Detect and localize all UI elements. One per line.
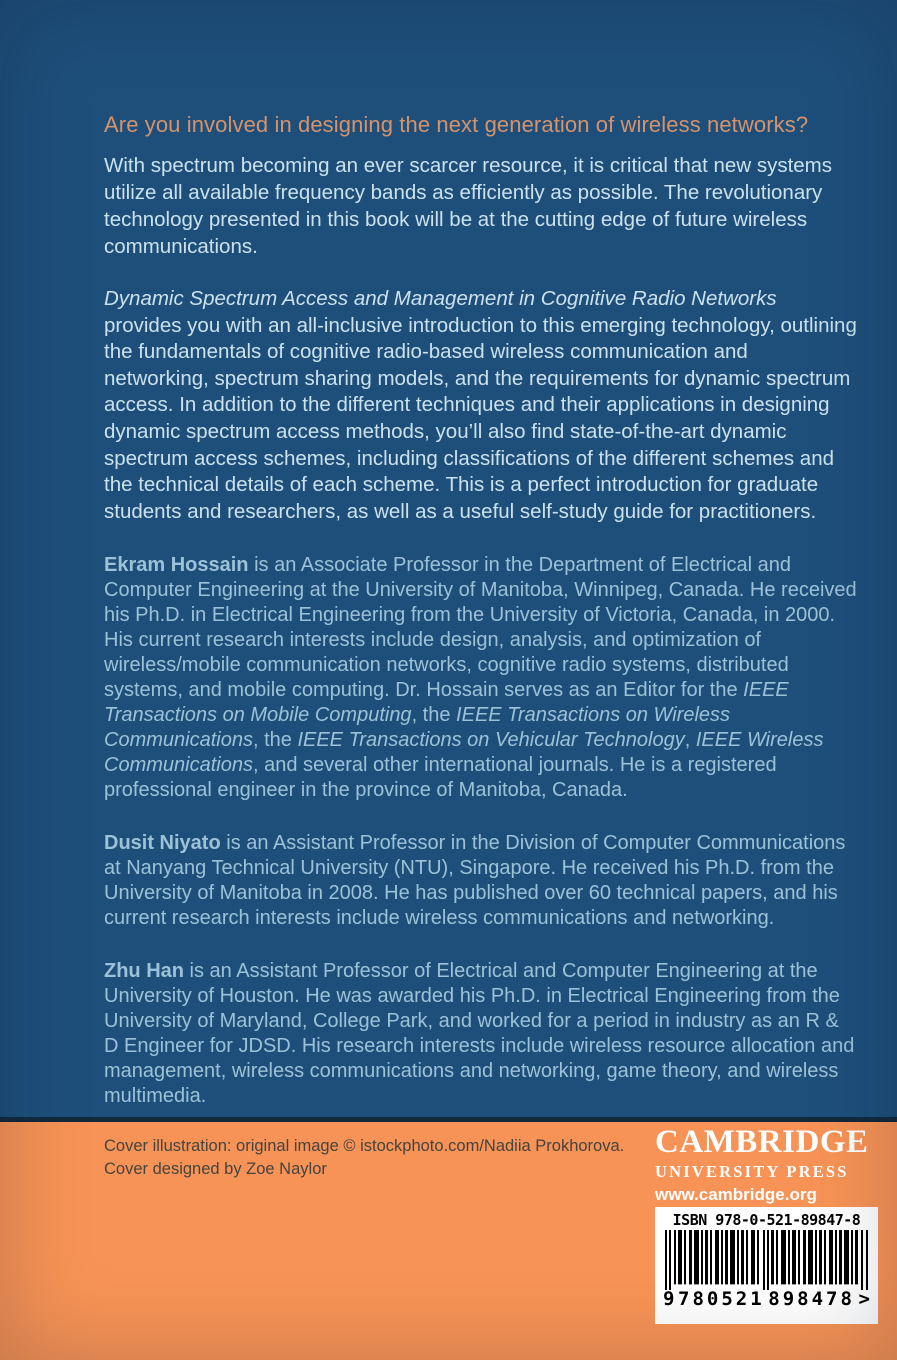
text-segment: IEEE Transactions on Mobile Computing xyxy=(104,679,789,727)
text-segment: IEEE Transactions on Vehicular Technology xyxy=(297,729,685,752)
isbn-number: ISBN 978-0-521-89847-8 xyxy=(672,1211,861,1229)
publisher-subname: UNIVERSITY PRESS xyxy=(655,1162,849,1181)
text-segment: is an Associate Professor in the Department of Electrical and Computer Engineering at the University of Manitoba, Winnipeg, Canada. He received his Ph.D. in Electrical Engineering from the University of Victoria, Canada, in 2000. His current research interests include design, analysis, and optimization of wireless/mobile communication networks, cognitive radio systems, distributed systems, and mobile computing. Dr. Hossain serves as an Editor for the xyxy=(104,554,857,702)
text-segment: , and several other international journals. He is a registered professional engineer in the province of Manitoba, Canada. xyxy=(104,754,777,802)
text-segment: , xyxy=(684,729,696,752)
barcode-digits xyxy=(663,1288,870,1310)
tagline-heading: Are you involved in designing the next generation of wireless networks? xyxy=(104,112,809,137)
barcode-icon xyxy=(663,1230,870,1290)
text-segment: Ekram Hossain xyxy=(104,554,249,577)
barcode-digit-lead: 9 xyxy=(663,1288,675,1310)
barcode-digit-group2: 898478 xyxy=(768,1288,855,1310)
text-segment: Zhu Han xyxy=(104,960,184,983)
text-segment: IEEE Wireless Communications xyxy=(104,729,824,777)
footer-strip xyxy=(0,1122,897,1360)
text-segment: , the xyxy=(411,704,457,727)
publisher-url: www.cambridge.org xyxy=(655,1185,817,1204)
paragraph-bio xyxy=(104,553,858,803)
text-segment: Dusit Niyato xyxy=(104,832,221,855)
text-segment: is an Assistant Professor of Electrical and Computer Engineering at the University of Houston. He was awarded his Ph.D. in Electrical Engineering from the University of Maryland, College Park, and worked for a period in industry as an R & D Engineer for JDSD. His research interests include wireless resource allocation and management, wireless communications and networking, game theory, and wireless multimedia. xyxy=(104,960,855,1108)
text-segment: Dynamic Spectrum Access and Management in Cognitive Radio Networks xyxy=(104,287,777,310)
paragraph-intro xyxy=(104,152,858,260)
body-paragraphs xyxy=(104,152,858,1109)
barcode-arrow: > xyxy=(858,1288,870,1310)
publisher-logo xyxy=(655,1124,878,1207)
text-segment: With spectrum becoming an ever scarcer resource, it is critical that new systems utilize all available frequency bands as efficiently as possible. The revolutionary technology presented in this book will be at the cutting edge of future wireless communications. xyxy=(104,154,832,258)
paragraph-bio xyxy=(104,959,858,1109)
publisher-name: CAMBRIDGE xyxy=(655,1124,869,1160)
text-segment: IEEE Transactions on Wireless Communications xyxy=(104,704,731,752)
credit-illustration: Cover illustration: original image © istockphoto.com/Nadiia Prokhorova. xyxy=(104,1137,625,1155)
paragraph-bio xyxy=(104,831,858,931)
text-segment: , the xyxy=(252,729,298,752)
paragraph-description xyxy=(104,286,858,525)
text-segment: is an Assistant Professor in the Division of Computer Communications at Nanyang Technical University (NTU), Singapore. He received his Ph.D. from the University of Manitoba in 2008. He has published over 60 technical papers, and his current research interests include wireless communications and networking. xyxy=(104,832,846,930)
cover-credits xyxy=(104,1135,624,1181)
credit-designer: Cover designed by Zoe Naylor xyxy=(104,1160,327,1178)
text-segment: provides you with an all-inclusive introduction to this emerging technology, outlining the fundamentals of cognitive radio-based wireless communication and networking, spectrum sharing models, and the requirements for dynamic spectrum access. In addition to the different techniques and their applications in designing dynamic spectrum access methods, you’ll also find state-of-the-art dynamic spectrum access schemes, including classifications of the different schemes and the technical details of each scheme. This is a perfect introduction for graduate students and researchers, as well as a useful self-study guide for practitioners. xyxy=(104,313,857,523)
isbn-barcode-panel xyxy=(655,1207,878,1324)
barcode-digit-group1: 780521 xyxy=(678,1288,765,1310)
